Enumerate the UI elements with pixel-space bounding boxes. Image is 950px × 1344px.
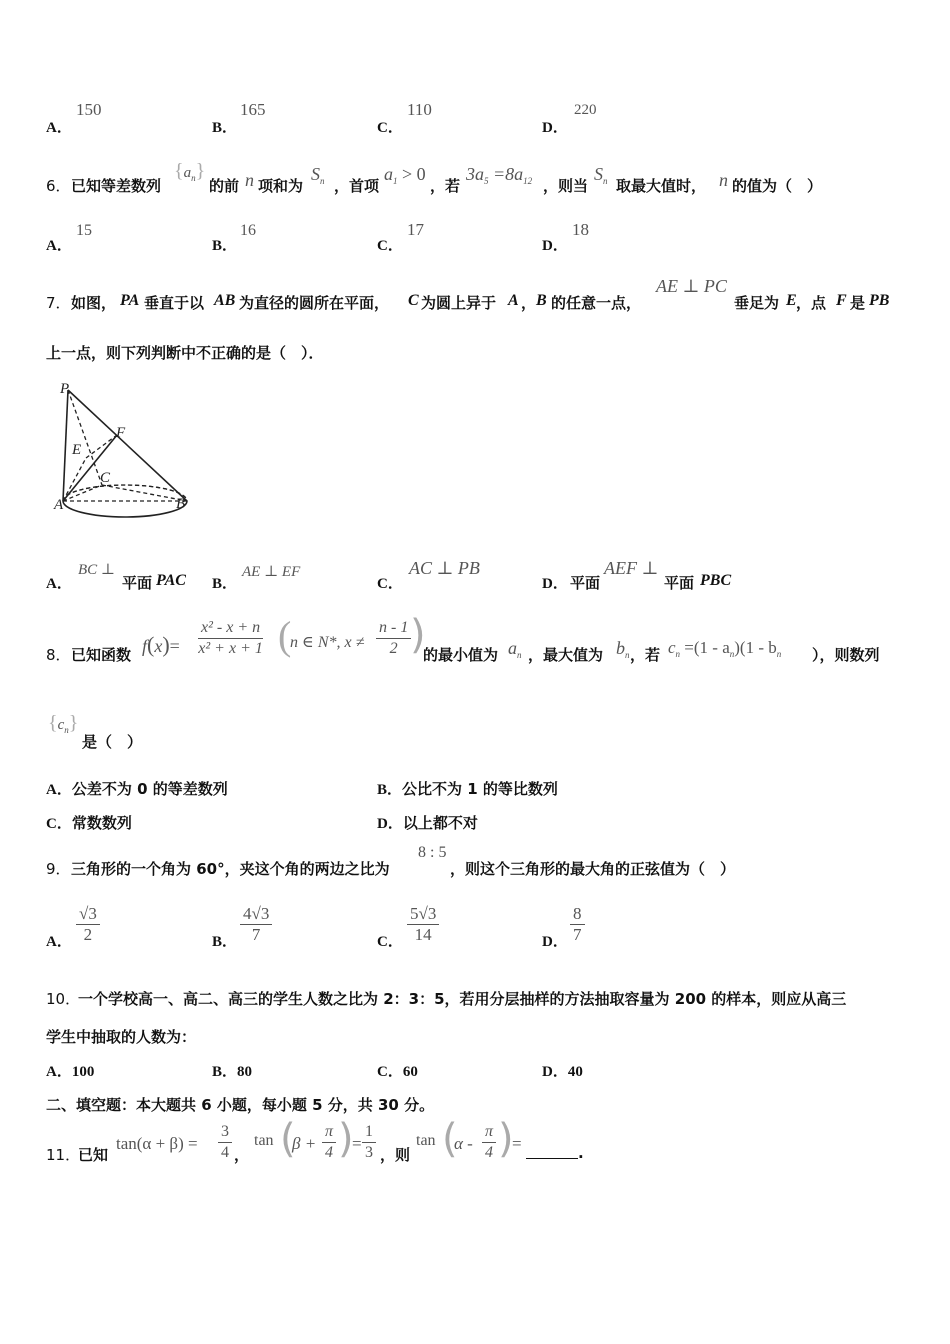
q10-option-a <box>46 1060 94 1081</box>
option-label: D． <box>542 576 568 592</box>
tan-label: tan <box>416 1132 436 1149</box>
function-fraction <box>198 618 263 659</box>
question-text: 垂直于以 <box>144 294 205 312</box>
question-number: 7． <box>46 294 71 312</box>
option-label: B． <box>212 576 238 592</box>
s-letter: S <box>311 164 320 184</box>
cn-letter: c <box>57 717 65 733</box>
cn-eq-part1: =(1 - a <box>680 638 730 657</box>
eq-left: 3a <box>466 164 484 184</box>
option-label: C． <box>377 1064 403 1080</box>
fraction-pi-4 <box>322 1122 336 1163</box>
option-value: 100 <box>71 1064 95 1080</box>
fraction-pi-4 <box>482 1122 496 1163</box>
option-label: B． <box>212 934 238 950</box>
fraction-denominator: 14 <box>414 925 432 944</box>
cn-eq-part2: )(1 - b <box>734 638 777 657</box>
option-label: A． <box>46 238 72 254</box>
fraction-1-3 <box>362 1122 376 1163</box>
question-text: 已知等差数列 <box>71 177 162 195</box>
option-label: B． <box>212 1064 238 1080</box>
paren-close: ) <box>410 612 426 658</box>
fraction-denominator: 4 <box>485 1144 493 1161</box>
function-domain: ( <box>278 613 292 658</box>
question-8 <box>46 612 906 751</box>
option-label: B． <box>377 782 403 798</box>
question-text: 的最小值为 <box>423 646 499 664</box>
domain-fraction <box>376 618 411 659</box>
label-e: E <box>72 442 82 458</box>
eq-mid: =8a <box>488 164 524 184</box>
comma: ， <box>521 294 537 312</box>
fraction-numerator: n - 1 <box>376 618 411 639</box>
option-label: A． <box>46 782 72 798</box>
segment-pa: PA <box>120 292 140 309</box>
option-label: C． <box>377 238 403 254</box>
option-value: 110 <box>407 100 432 119</box>
formula-ae-perp-pc: AE ⊥ PC <box>656 276 727 296</box>
tan-label: tan <box>254 1132 274 1149</box>
q5-options <box>46 100 806 136</box>
option-value: 220 <box>574 102 597 118</box>
question-text: ，若 <box>630 646 661 664</box>
option-value: 16 <box>240 222 256 239</box>
question-text: 是 <box>850 294 866 312</box>
option-label: A． <box>46 1064 72 1080</box>
question-text: ，则当 <box>543 177 589 195</box>
question-text: 的值为（ ） <box>732 177 823 195</box>
q10-options <box>46 1060 806 1082</box>
fraction-denominator: 2 <box>83 925 93 944</box>
option-fraction <box>407 904 439 945</box>
option-fraction <box>76 904 100 945</box>
option-value: 18 <box>572 220 589 239</box>
fraction-numerator: π <box>482 1122 496 1143</box>
s-subscript: n <box>603 176 608 186</box>
option-label: D． <box>377 816 403 832</box>
question-text: 为直径的圆所在平面， <box>239 294 390 312</box>
paren-close: ) <box>338 1116 354 1162</box>
eq-right-sub: 12 <box>523 176 533 186</box>
ratio: 8 : 5 <box>418 844 447 861</box>
seq-letter: a <box>183 165 192 181</box>
option-label: D． <box>542 238 568 254</box>
option-label: A． <box>46 120 72 136</box>
option-math: AE ⊥ EF <box>242 564 301 580</box>
option-fraction <box>240 904 272 945</box>
option-plane: PBC <box>700 572 732 589</box>
question-number: 10． <box>46 990 81 1008</box>
paren-open: ( <box>442 1116 458 1162</box>
bn-letter: b <box>616 638 625 658</box>
question-number: 11． <box>46 1146 81 1164</box>
option-label: C． <box>46 816 72 832</box>
option-label: B． <box>212 238 238 254</box>
var-s <box>594 164 608 186</box>
question-text: 三角形的一个角为 60°，夹这个角的两边之比为 <box>71 860 390 878</box>
option-math: AEF ⊥ <box>604 558 659 578</box>
label-b: B <box>176 496 186 512</box>
label-f: F <box>116 425 126 441</box>
option-value: 165 <box>240 100 266 119</box>
fraction-denominator: 7 <box>573 925 582 944</box>
question-9 <box>46 846 906 880</box>
question-7 <box>46 276 906 362</box>
period: . <box>578 1144 584 1162</box>
point-a: A <box>508 292 519 309</box>
fraction-numerator: 3 <box>218 1122 232 1143</box>
question-text: ，首项 <box>334 177 380 195</box>
question-text: ，最大值为 <box>528 646 604 664</box>
fraction-3-4 <box>218 1122 232 1163</box>
option-label: A． <box>46 576 72 592</box>
question-text: 已知函数 <box>71 646 132 664</box>
option-value: 40 <box>567 1064 583 1080</box>
point-b: B <box>536 292 547 309</box>
question-text: 一个学校高一、高二、高三的学生人数之比为 2：3：5，若用分层抽样的方法抽取容量为 200 的样本，则应从高三 <box>78 990 847 1008</box>
option-text: 平面 <box>664 574 695 592</box>
question-text: 的任意一点， <box>551 294 642 312</box>
question-text: 是（ ） <box>82 733 143 751</box>
segment-pb: PB <box>869 292 890 309</box>
segment-ae-line <box>63 458 86 501</box>
fraction-denominator: x² + x + 1 <box>198 640 263 657</box>
question-text: 已知 <box>78 1146 109 1164</box>
segment-pa-line <box>63 390 68 501</box>
question-text: ，若 <box>430 177 461 195</box>
var-an: $a_n$ <box>508 638 522 660</box>
question-text: ，则这个三角形的最大角的正弦值为（ ） <box>450 860 736 878</box>
seq-subscript: n <box>191 173 196 183</box>
fraction-numerator: 8 <box>570 904 585 925</box>
question-text: ），则数列 <box>812 646 880 664</box>
fraction-numerator: 4√3 <box>240 904 272 925</box>
first-term-condition <box>384 164 426 186</box>
x-var: x <box>154 636 163 656</box>
option-label: C． <box>377 576 403 592</box>
segment-cb-line <box>102 485 187 501</box>
option-math: BC ⊥ <box>78 562 116 578</box>
point-c: C <box>408 292 419 309</box>
question-text-line2: 上一点，则下列判断中不正确的是（ ）． <box>46 344 324 362</box>
question-text-line2: 学生中抽取的人数为： <box>46 1028 197 1046</box>
question-text: 的前 <box>209 177 240 195</box>
question-number: 9． <box>46 860 71 878</box>
segment-pb-line <box>68 390 187 501</box>
fraction-denominator: 2 <box>389 640 398 657</box>
question-text: ，点 <box>796 294 827 312</box>
option-value: 150 <box>76 100 102 119</box>
q10-option-b <box>212 1060 252 1081</box>
fraction-denominator: 4 <box>325 1144 333 1161</box>
question-text: 如图， <box>71 294 117 312</box>
sequence-symbol: $\{a_n\}$ <box>174 160 206 183</box>
fraction-denominator: 3 <box>365 1144 373 1161</box>
var-n: n <box>719 170 728 190</box>
option-label: C． <box>377 934 403 950</box>
fraction-numerator: 1 <box>362 1122 376 1143</box>
equals: = <box>512 1134 522 1153</box>
option-fraction <box>570 904 585 945</box>
geometry-figure <box>50 378 200 518</box>
option-plane: PAC <box>156 572 186 589</box>
label-c: C <box>100 470 111 486</box>
option-text: 公比不为 1 的等比数列 <box>402 780 558 798</box>
point-e: E <box>786 292 797 309</box>
var-bn: $b_n$ <box>616 638 630 660</box>
arg-alpha: α - <box>454 1134 473 1153</box>
q8-option-d <box>377 812 478 833</box>
option-label: D． <box>542 1064 568 1080</box>
s-letter: S <box>594 164 603 184</box>
a-letter: a <box>384 164 393 184</box>
option-text: 平面 <box>570 574 601 592</box>
domain-condition: n ∈ N*, x ≠ <box>290 634 365 651</box>
label-p: P <box>60 381 70 397</box>
q6-options <box>46 220 806 254</box>
option-label: B． <box>212 120 238 136</box>
sequence-cn: $\{c_n\}$ <box>48 712 79 735</box>
function-f: f(x)= <box>142 632 180 657</box>
q8-option-a <box>46 778 228 799</box>
cn-letter: c <box>668 638 676 657</box>
segment-ab: AB <box>214 292 236 309</box>
var-s <box>311 164 325 186</box>
option-value: 15 <box>76 222 92 239</box>
fraction-numerator: x² - x + n <box>198 618 263 639</box>
section-heading: 二、填空题：本大题共 6 小题，每小题 5 分，共 30 分。 <box>46 1096 435 1114</box>
option-value: 60 <box>402 1064 418 1080</box>
option-text: 常数数列 <box>71 814 132 832</box>
s-subscript: n <box>320 176 325 186</box>
q10-option-d <box>542 1060 583 1081</box>
segment-pc-line <box>68 390 102 485</box>
fraction-numerator: π <box>322 1122 336 1143</box>
cn-definition: $c_n =(1 - a_n)(1 - b_n$ <box>668 638 782 659</box>
option-label: D． <box>542 120 568 136</box>
equals: = <box>352 1134 362 1153</box>
an-letter: a <box>508 638 517 658</box>
option-value: 17 <box>407 220 424 239</box>
f-letter: f <box>142 636 148 656</box>
equation <box>466 164 532 186</box>
q8-options <box>46 778 806 834</box>
q9-options <box>46 904 806 954</box>
base-circle-front <box>63 501 187 517</box>
question-10 <box>46 988 916 1048</box>
question-text: ，则 <box>380 1146 411 1164</box>
question-text: 取最大值时， <box>616 177 707 195</box>
option-label: D． <box>542 934 568 950</box>
fraction-denominator: 4 <box>221 1144 229 1161</box>
comma: ， <box>234 1146 250 1164</box>
option-text: 平面 <box>122 574 153 592</box>
expression-tan-sum: tan(α + β) = <box>116 1134 198 1153</box>
fraction-denominator: 7 <box>251 925 261 944</box>
paren-open: ( <box>280 1116 296 1162</box>
condition: > 0 <box>397 164 426 184</box>
option-text: 以上都不对 <box>402 814 478 832</box>
a-subscript: 1 <box>393 176 398 186</box>
point-f: F <box>836 292 847 309</box>
fraction-numerator: 5√3 <box>407 904 439 925</box>
var-n: n <box>245 170 254 190</box>
label-a: A <box>54 497 64 513</box>
option-text: 公差不为 0 的等差数列 <box>71 780 228 798</box>
question-text: 为圆上异于 <box>421 294 497 312</box>
eq-left-sub: 5 <box>484 176 489 186</box>
question-text: 垂足为 <box>734 294 780 312</box>
q8-option-b <box>377 778 558 799</box>
question-number: 8． <box>46 646 71 664</box>
answer-blank[interactable] <box>526 1158 578 1159</box>
arg-beta: β + <box>292 1134 317 1153</box>
question-number: 6． <box>46 177 71 195</box>
q7-options <box>46 560 806 594</box>
q10-option-c <box>377 1060 418 1081</box>
paren-close: ) <box>498 1116 514 1162</box>
option-value: 80 <box>237 1064 253 1080</box>
base-circle-top-dashed <box>63 485 187 501</box>
question-text: 项和为 <box>258 177 304 195</box>
fraction-numerator: √3 <box>76 904 100 925</box>
question-11 <box>46 1118 906 1168</box>
option-label: A． <box>46 934 72 950</box>
option-math: AC ⊥ PB <box>409 558 480 578</box>
option-label: C． <box>377 120 403 136</box>
q8-option-c <box>46 812 132 833</box>
